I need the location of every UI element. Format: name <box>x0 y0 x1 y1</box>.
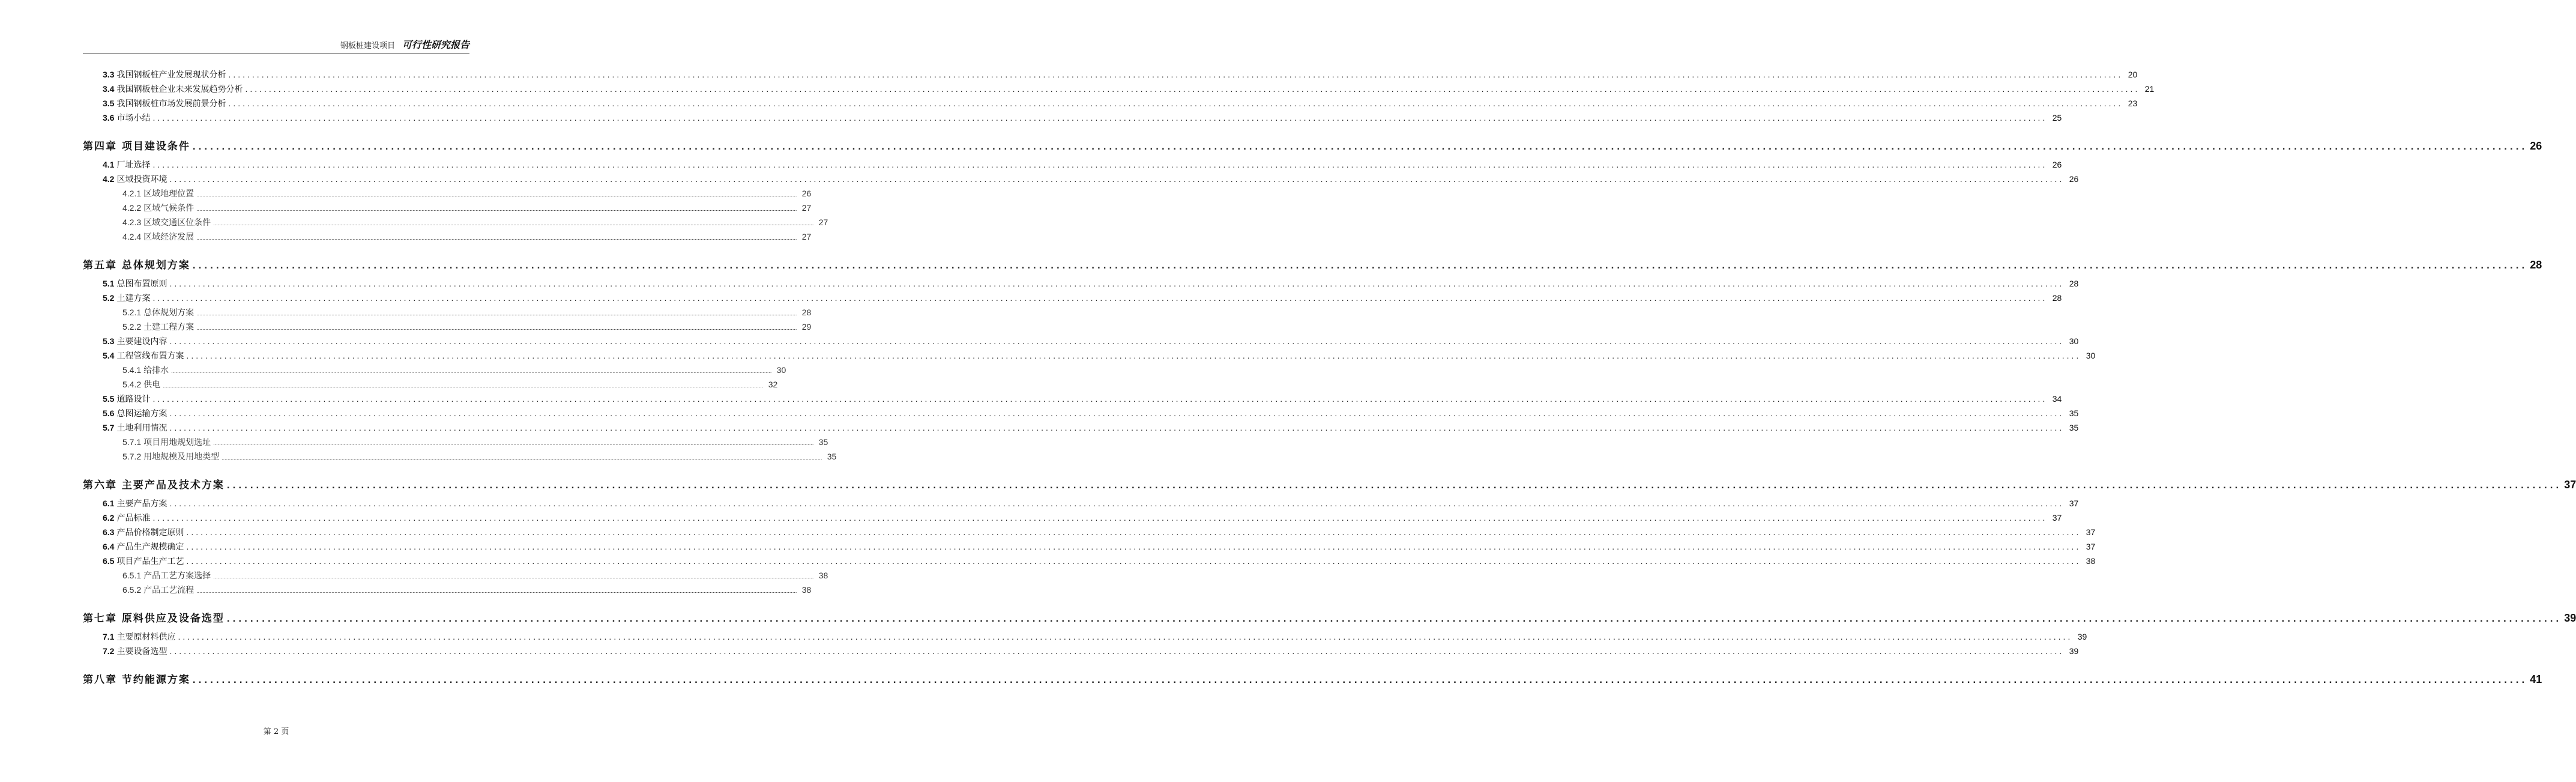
toc-entry-title: 总体规划方案 <box>143 308 195 318</box>
dot-leader: ................................................................................................................................................................................................................................................................................................................................................................................................................ <box>169 408 2065 418</box>
toc-entry-page: 37 <box>2086 542 2096 551</box>
toc-entry-number: 6.2 <box>103 513 115 523</box>
toc-entry-page: 35 <box>818 437 828 447</box>
toc-entry-number: 5.7.1 <box>122 437 142 447</box>
dot-leader: ................................................................................................................................................................................................................................................................................................................................................................................................................ <box>226 613 2562 624</box>
dot-leader: ................................................................................................................................................................................................................................................................................................................................................................................................................ <box>169 279 2065 288</box>
toc-section[interactable] <box>83 525 2096 539</box>
toc-entry-page: 38 <box>818 571 828 580</box>
toc-entry-page: 35 <box>827 452 837 461</box>
toc-section[interactable] <box>83 406 2079 420</box>
toc-entry-title: 产品工艺流程 <box>143 586 195 595</box>
toc-subsection[interactable] <box>83 186 812 201</box>
toc-entry-title: 总图布置原则 <box>116 279 167 289</box>
toc-entry-page: 39 <box>2564 612 2576 624</box>
toc-entry-page: 27 <box>801 203 812 213</box>
page-header <box>83 37 469 53</box>
toc-subsection[interactable] <box>83 377 778 392</box>
toc-entry-number: 5.3 <box>103 336 115 346</box>
dot-leader: ................................................................................................................................................................................................................................................................................................................................................................................................................ <box>186 527 2081 537</box>
toc-entry-title: 区域交通区位条件 <box>143 218 211 228</box>
toc-entry-page: 28 <box>2052 293 2062 303</box>
toc-entry-page: 28 <box>2530 259 2542 271</box>
toc-section[interactable] <box>83 511 2062 525</box>
toc-entry-page: 27 <box>801 232 812 241</box>
toc-entry-title: 土建工程方案 <box>143 323 195 332</box>
toc-entry-title: 我国钢板桩产业发展现状分析 <box>116 70 226 80</box>
toc-entry-title: 我国钢板桩企业未来发展趋势分析 <box>116 85 243 94</box>
toc-entry-page: 26 <box>2069 174 2079 184</box>
toc-section[interactable] <box>83 644 2079 658</box>
toc-subsection[interactable] <box>83 229 812 244</box>
toc-entry-title: 主要产品方案 <box>116 499 167 509</box>
dot-leader: ................................................................................................................................................................................................................................................................................................................................................................................................................ <box>178 632 2073 641</box>
dot-leader: ................................................................................................................................................................................................................................................................................................................................................................................................................ <box>226 479 2562 491</box>
toc-entry-number: 5.6 <box>103 408 115 418</box>
toc-entry-number: 4.2.4 <box>122 232 142 241</box>
toc-entry-title: 产品价格制定原则 <box>116 528 184 538</box>
toc-entry-number: 6.5.1 <box>122 571 142 580</box>
dot-leader: ................................................................................................................................................................................................................................................................................................................................................................................................................ <box>228 70 2123 79</box>
toc-entry-page: 26 <box>2530 140 2542 152</box>
toc-entry-page: 26 <box>801 189 812 198</box>
toc-section[interactable] <box>83 496 2079 511</box>
toc-entry-number: 4.2.1 <box>122 189 142 198</box>
toc-entry-page: 37 <box>2052 513 2062 523</box>
toc-entry-number: 6.5.2 <box>122 585 142 595</box>
toc-entry-page: 30 <box>2086 351 2096 360</box>
toc-entry-page: 27 <box>818 217 828 227</box>
toc-entry-number: 4.2.3 <box>122 217 142 227</box>
dot-leader: ................................................................................................................................................................................................................................................................................................................................................................................................................ <box>192 141 2528 152</box>
toc-section[interactable] <box>83 67 2138 82</box>
toc-section[interactable] <box>83 348 2096 363</box>
toc-entry-page: 21 <box>2144 84 2155 94</box>
toc-entry-number: 4.2 <box>103 174 115 184</box>
dot-leader: ................................................................................................................................................................................................................................................................................................................................................................................................................ <box>245 84 2140 94</box>
toc-subsection[interactable] <box>83 320 812 334</box>
toc-entry-page: 23 <box>2128 99 2138 108</box>
toc-entry-page: 32 <box>768 380 778 389</box>
toc-entry-title: 区域经济发展 <box>143 232 195 242</box>
toc-entry-title: 工程管线布置方案 <box>116 351 184 361</box>
dot-leader: ................................................................................................................................................................................................................................................................................................................................................................................................................ <box>196 235 797 241</box>
toc-entry-number: 4.1 <box>103 160 115 169</box>
dot-leader: ................................................................................................................................................................................................................................................................................................................................................................................................................ <box>213 440 814 446</box>
dot-leader: ................................................................................................................................................................................................................................................................................................................................................................................................................ <box>213 574 814 580</box>
toc-entry-page: 38 <box>801 585 812 595</box>
dot-leader: ................................................................................................................................................................................................................................................................................................................................................................................................................ <box>152 293 2048 303</box>
toc-entry-number: 6.3 <box>103 527 115 537</box>
toc-entry-page: 37 <box>2086 527 2096 537</box>
toc-entry-number: 5.2 <box>103 293 115 303</box>
toc-entry-number: 5.7.2 <box>122 452 142 461</box>
toc-entry-number: 5.7 <box>103 423 115 432</box>
toc-entry-title: 项目产品生产工艺 <box>116 557 184 566</box>
dot-leader: ................................................................................................................................................................................................................................................................................................................................................................................................................ <box>186 351 2081 360</box>
toc-entry-page: 20 <box>2128 70 2138 79</box>
toc-entry-number: 3.4 <box>103 84 115 94</box>
page-number: 第 2 页 <box>263 727 289 736</box>
toc-entry-title: 供电 <box>143 380 161 390</box>
toc-entry-title: 道路设计 <box>116 395 151 404</box>
toc-entry-number: 6.5 <box>103 556 115 566</box>
dot-leader: ................................................................................................................................................................................................................................................................................................................................................................................................................ <box>192 674 2528 685</box>
toc-entry-title: 第五章 总体规划方案 <box>83 259 190 271</box>
toc-chapter[interactable] <box>83 476 2576 494</box>
toc-entry-title: 产品标准 <box>116 514 151 523</box>
dot-leader: ................................................................................................................................................................................................................................................................................................................................................................................................................ <box>169 499 2065 508</box>
toc-section[interactable] <box>83 539 2096 554</box>
toc-entry-title: 第四章 项目建设条件 <box>83 141 190 153</box>
dot-leader: ................................................................................................................................................................................................................................................................................................................................................................................................................ <box>171 368 772 374</box>
toc-entry-title: 产品工艺方案选择 <box>143 571 211 581</box>
dot-leader: ................................................................................................................................................................................................................................................................................................................................................................................................................ <box>192 259 2528 271</box>
toc-subsection[interactable] <box>83 201 812 215</box>
toc-entry-page: 30 <box>2069 336 2079 346</box>
dot-leader: ................................................................................................................................................................................................................................................................................................................................................................................................................ <box>152 160 2048 169</box>
toc-entry-page: 38 <box>2086 556 2096 566</box>
toc-section[interactable] <box>83 334 2079 348</box>
toc-entry-title: 厂址选择 <box>116 160 151 170</box>
toc-subsection[interactable] <box>83 435 828 449</box>
toc-entry-title: 土地利用情况 <box>116 423 167 433</box>
dot-leader: ................................................................................................................................................................................................................................................................................................................................................................................................................ <box>196 206 797 212</box>
toc-subsection[interactable] <box>83 568 828 583</box>
toc-section[interactable] <box>83 392 2062 406</box>
toc-entry-page: 39 <box>2077 632 2087 641</box>
toc-subsection[interactable] <box>83 215 828 229</box>
toc-entry-title: 主要设备选型 <box>116 647 167 656</box>
dot-leader: ................................................................................................................................................................................................................................................................................................................................................................................................................ <box>152 513 2048 523</box>
toc-entry-number: 5.4 <box>103 351 115 360</box>
toc-entry-number: 5.5 <box>103 394 115 404</box>
toc-entry-number: 6.1 <box>103 499 115 508</box>
toc-entry-title: 我国钢板桩市场发展前景分析 <box>116 99 226 109</box>
toc-entry-page: 25 <box>2052 113 2062 123</box>
toc-section[interactable] <box>83 291 2062 305</box>
toc-entry-title: 主要建设内容 <box>116 337 167 347</box>
dot-leader: ................................................................................................................................................................................................................................................................................................................................................................................................................ <box>222 455 822 461</box>
toc-entry-title: 第六章 主要产品及技术方案 <box>83 479 225 491</box>
toc-subsection[interactable] <box>83 583 812 597</box>
toc-entry-page: 29 <box>801 322 812 332</box>
toc-entry-title: 产品生产规模确定 <box>116 542 184 552</box>
toc-entry-page: 28 <box>2069 279 2079 288</box>
toc-entry-number: 3.3 <box>103 70 115 79</box>
toc-entry-title: 第八章 节约能源方案 <box>83 674 190 686</box>
toc-section[interactable] <box>83 276 2079 291</box>
toc-entry-page: 35 <box>2069 423 2079 432</box>
dot-leader: ................................................................................................................................................................................................................................................................................................................................................................................................................ <box>163 383 764 389</box>
toc-entry-number: 3.6 <box>103 113 115 123</box>
toc-entry-number: 6.4 <box>103 542 115 551</box>
toc-entry-title: 区域地理位置 <box>143 189 195 199</box>
toc-entry-title: 项目用地规划选址 <box>143 438 211 447</box>
toc-entry-title: 土建方案 <box>116 294 151 303</box>
dot-leader: ................................................................................................................................................................................................................................................................................................................................................................................................................ <box>196 192 797 198</box>
toc-entry-number: 7.1 <box>103 632 115 641</box>
toc-entry-page: 30 <box>776 365 786 375</box>
toc-section[interactable] <box>83 172 2079 186</box>
toc-entry-number: 5.1 <box>103 279 115 288</box>
dot-leader: ................................................................................................................................................................................................................................................................................................................................................................................................................ <box>213 220 814 226</box>
dot-leader: ................................................................................................................................................................................................................................................................................................................................................................................................................ <box>196 325 797 331</box>
toc-entry-number: 5.4.1 <box>122 365 142 375</box>
toc-entry-page: 26 <box>2052 160 2062 169</box>
toc-entry-page: 34 <box>2052 394 2062 404</box>
toc-entry-number: 5.2.2 <box>122 322 142 332</box>
toc-entry-title: 用地规模及用地类型 <box>143 452 220 462</box>
toc-chapter[interactable] <box>83 256 2542 274</box>
toc-section[interactable] <box>83 157 2062 172</box>
dot-leader: ................................................................................................................................................................................................................................................................................................................................................................................................................ <box>169 174 2065 184</box>
toc-entry-page: 37 <box>2069 499 2079 508</box>
toc-entry-page: 37 <box>2564 479 2576 491</box>
toc-section[interactable] <box>83 111 2062 125</box>
dot-leader: ................................................................................................................................................................................................................................................................................................................................................................................................................ <box>169 646 2065 656</box>
toc-entry-number: 7.2 <box>103 646 115 656</box>
toc-subsection[interactable] <box>83 305 812 320</box>
toc-entry-title: 给排水 <box>143 366 169 375</box>
dot-leader: ................................................................................................................................................................................................................................................................................................................................................................................................................ <box>152 394 2048 404</box>
dot-leader: ................................................................................................................................................................................................................................................................................................................................................................................................................ <box>196 588 797 594</box>
toc-entry-number: 5.4.2 <box>122 380 142 389</box>
toc-chapter[interactable] <box>83 670 2542 688</box>
toc-entry-title: 市场小结 <box>116 114 151 123</box>
toc-section[interactable] <box>83 554 2096 568</box>
header-subtitle: 钢板桩建设项目 <box>340 41 395 50</box>
toc-entry-number: 4.2.2 <box>122 203 142 213</box>
toc-entry-title: 区域气候条件 <box>143 204 195 213</box>
dot-leader: ................................................................................................................................................................................................................................................................................................................................................................................................................ <box>152 113 2048 123</box>
toc-entry-page: 39 <box>2069 646 2079 656</box>
toc-entry-title: 总图运输方案 <box>116 409 167 419</box>
toc-subsection[interactable] <box>83 363 786 377</box>
dot-leader: ................................................................................................................................................................................................................................................................................................................................................................................................................ <box>186 556 2081 566</box>
dot-leader: ................................................................................................................................................................................................................................................................................................................................................................................................................ <box>196 311 797 317</box>
toc-entry-page: 35 <box>2069 408 2079 418</box>
toc-entry-title: 主要原材料供应 <box>116 632 176 642</box>
toc-entry-number: 3.5 <box>103 99 115 108</box>
toc-chapter[interactable] <box>83 609 2576 627</box>
header-title: 可行性研究报告 <box>402 39 469 50</box>
toc-entry-title: 区域投资环境 <box>116 175 167 184</box>
toc-entry-page: 41 <box>2530 673 2542 685</box>
dot-leader: ................................................................................................................................................................................................................................................................................................................................................................................................................ <box>186 542 2081 551</box>
dot-leader: ................................................................................................................................................................................................................................................................................................................................................................................................................ <box>169 423 2065 432</box>
dot-leader: ................................................................................................................................................................................................................................................................................................................................................................................................................ <box>228 99 2123 108</box>
toc-section[interactable] <box>83 420 2079 435</box>
toc-entry-title: 第七章 原料供应及设备选型 <box>83 613 225 625</box>
toc-chapter[interactable] <box>83 137 2542 155</box>
toc-section[interactable] <box>83 82 2155 96</box>
toc-section[interactable] <box>83 96 2138 111</box>
dot-leader: ................................................................................................................................................................................................................................................................................................................................................................................................................ <box>169 336 2065 346</box>
table-of-contents <box>83 67 2576 691</box>
toc-subsection[interactable] <box>83 449 837 464</box>
toc-entry-page: 28 <box>801 308 812 317</box>
toc-section[interactable] <box>83 629 2087 644</box>
toc-entry-number: 5.2.1 <box>122 308 142 317</box>
